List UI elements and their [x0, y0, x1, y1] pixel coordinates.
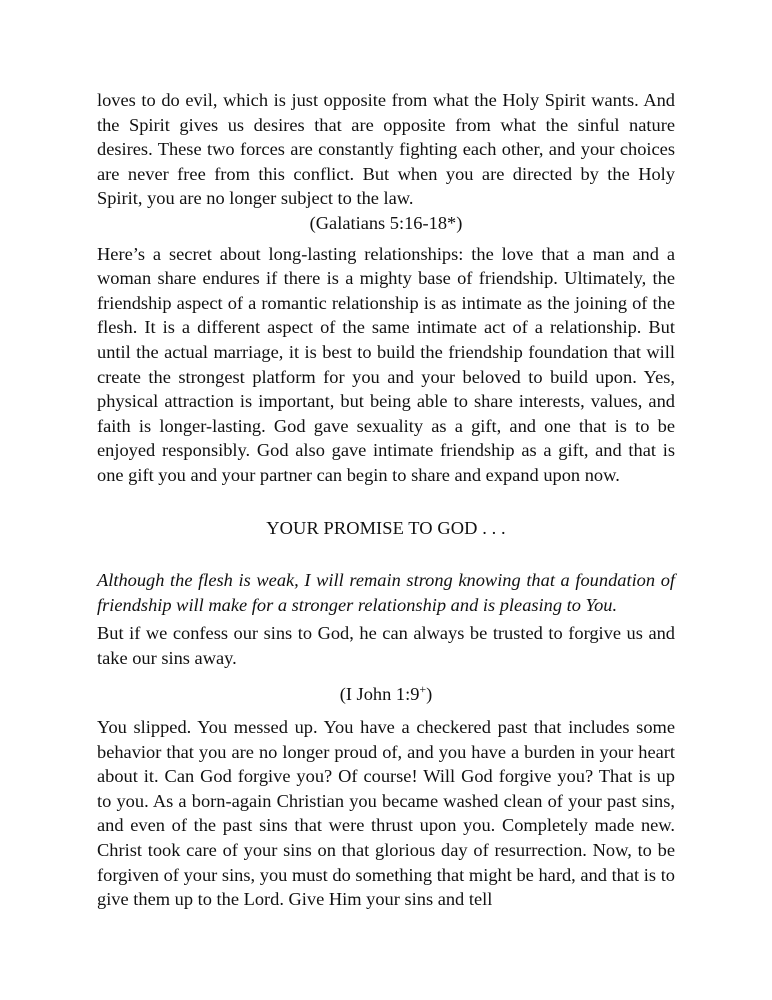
citation-john-close: )	[426, 684, 433, 705]
paragraph-galatians-text: loves to do evil, which is just opposite from what the Holy Spirit wants. And the Spirit gives us desires that are opposite from what the sinful nature desires. These two forces are constantly fighting each other, and your choices are never free from this conflict. But when you are directed by the Holy Spirit, you are no longer subject to the law.	[97, 90, 675, 209]
paragraph-forgiveness: You slipped. You messed up. You have a checkered past that includes some behavior that you are no longer proud of, and you have a burden in your heart about it. Can God forgive you? Of course! Will God forgive you? That is up to you. As a born-again Christian you became washed clean of your past sins, and even of the past sins that were thrust upon you. Completely made new. Christ took care of your sins on that glorious day of resurrection. Now, to be forgiven of your sins, you must do something that might be hard, and that is to give them up to the Lord. Give Him your sins and tell	[97, 717, 675, 910]
citation-john-text: (I John 1:9	[339, 684, 420, 705]
citation-galatians: (Galatians 5:16-18*)	[309, 212, 463, 233]
document-page	[97, 88, 675, 912]
citation-john	[97, 682, 675, 707]
promise-text: Although the flesh is weak, I will remain strong knowing that a foundation of friendship will make for a stronger relationship and is pleasing to You.	[97, 570, 675, 615]
section-heading: YOUR PROMISE TO GOD . . .	[266, 517, 506, 538]
paragraph-confess: But if we confess our sins to God, he can always be trusted to forgive us and take our sins away.	[97, 623, 675, 668]
citation-john-mark: +	[419, 682, 427, 697]
paragraph-friendship: Here’s a secret about long-lasting relationships: the love that a man and a woman share endures if there is a mighty base of friendship. Ultimately, the friendship aspect of a romantic relationship is as intimate as the joining of the flesh. It is a different aspect of the same intimate act of a relationship. But until the actual marriage, it is best to build the friendship foundation that will create the strongest platform for you and your beloved to build upon. Yes, physical attraction is important, but being able to share interests, values, and faith is longer-lasting. God gave sexuality as a gift, and one that is to be enjoyed responsibly. God also gave intimate friendship as a gift, and that is one gift you and your partner can begin to share and expand upon now.	[97, 243, 675, 485]
